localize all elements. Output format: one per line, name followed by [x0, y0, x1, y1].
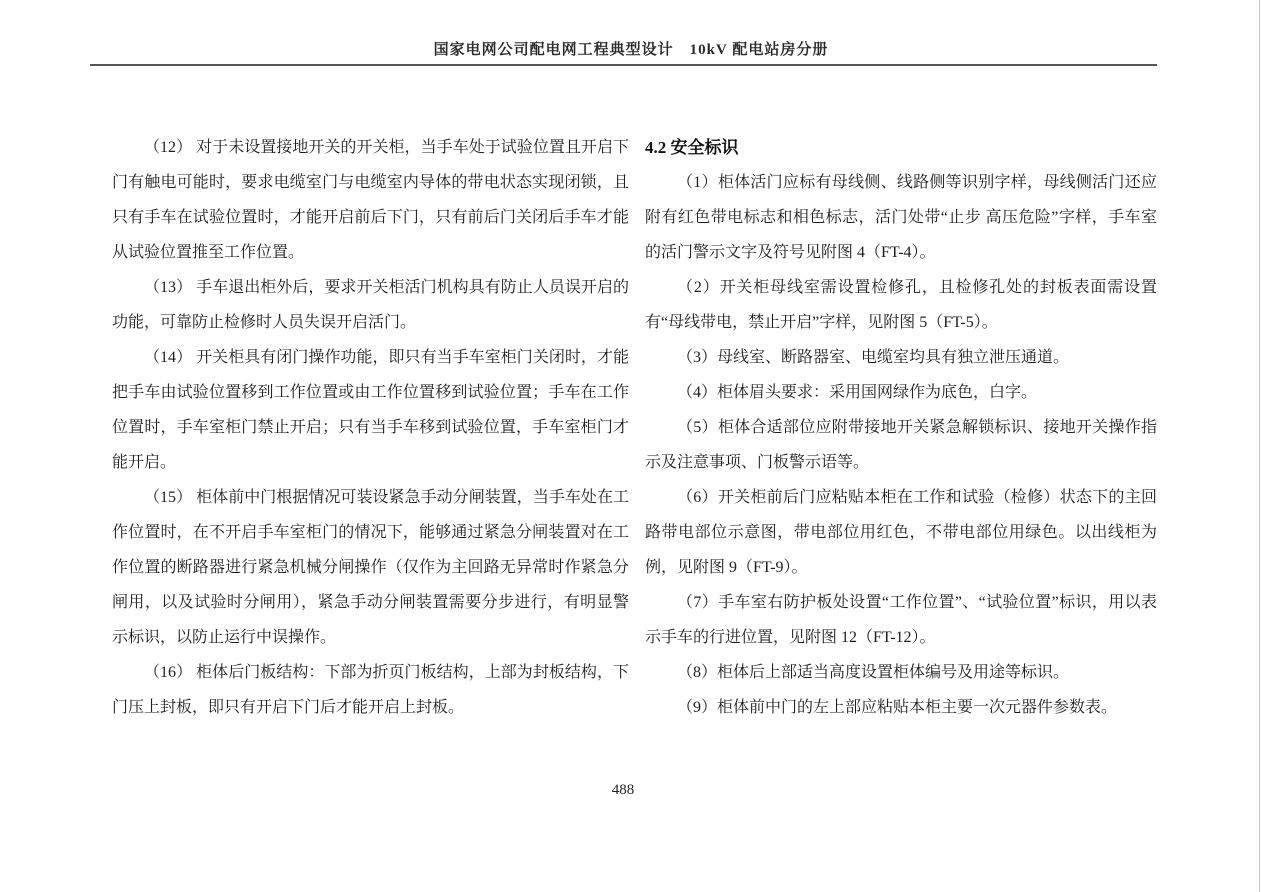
- page-header-title: 国家电网公司配电网工程典型设计 10kV 配电站房分册: [433, 42, 829, 58]
- paragraph-2: （2）开关柜母线室需设置检修孔，且检修孔处的封板表面需设置有“母线带电，禁止开启”字样，见附图 5（FT-5）。: [645, 279, 1157, 331]
- right-column: [645, 130, 1157, 725]
- paragraph-1: （1）柜体活门应标有母线侧、线路侧等识别字样，母线侧活门还应附有红色带电标志和相色标志，活门处带“止步 高压危险”字样，手车室的活门警示文字及符号见附图 4（FT-4）。: [645, 174, 1157, 261]
- left-column: [112, 130, 629, 725]
- paragraph-12: （12） 对于未设置接地开关的开关柜，当手车处于试验位置且开启下门有触电可能时，要求电缆室门与电缆室内导体的带电状态实现闭锁，且只有手车在试验位置时，才能开启前后下门，只有前后门关闭后手车才能从试验位置推至工作位置。: [112, 139, 629, 261]
- paragraph-15: （15） 柜体前中门根据情况可装设紧急手动分闸装置，当手车处在工作位置时，在不开启手车室柜门的情况下，能够通过紧急分闸装置对在工作位置的断路器进行紧急机械分闸操作（仅作为主回路无异常时作紧急分闸用，以及试验时分闸用），紧急手动分闸装置需要分步进行，有明显警示标识，以防止运行中误操作。: [112, 489, 629, 646]
- page-edge-line: [1259, 0, 1260, 892]
- paragraph-5: （5）柜体合适部位应附带接地开关紧急解锁标识、接地开关操作指示及注意事项、门板警示语等。: [645, 419, 1157, 471]
- paragraph-14: （14） 开关柜具有闭门操作功能，即只有当手车室柜门关闭时，才能把手车由试验位置移到工作位置或由工作位置移到试验位置；手车在工作位置时，手车室柜门禁止开启；只有当手车移到试验位置，手车室柜门才能开启。: [112, 349, 629, 471]
- paragraph-6: （6）开关柜前后门应粘贴本柜在工作和试验（检修）状态下的主回路带电部位示意图，带电部位用红色，不带电部位用绿色。以出线柜为例，见附图 9（FT-9）。: [645, 489, 1157, 576]
- paragraph-13: （13） 手车退出柜外后，要求开关柜活门机构具有防止人员误开启的功能，可靠防止检修时人员失误开启活门。: [112, 279, 629, 331]
- paragraph-3: （3）母线室、断路器室、电缆室均具有独立泄压通道。: [677, 349, 1070, 366]
- section-heading-4-2: 4.2 安全标识: [645, 138, 739, 157]
- paragraph-4: （4）柜体眉头要求：采用国网绿作为底色，白字。: [677, 384, 1038, 401]
- paragraph-16: （16） 柜体后门板结构：下部为折页门板结构，上部为封板结构，下门压上封板，即只有开启下门后才能开启上封板。: [112, 664, 629, 716]
- paragraph-7: （7）手车室右防护板处设置“工作位置”、“试验位置”标识，用以表示手车的行进位置，见附图 12（FT-12）。: [645, 594, 1157, 646]
- paragraph-9: （9）柜体前中门的左上部应粘贴本柜主要一次元器件参数表。: [677, 699, 1118, 716]
- header-divider: [90, 64, 1157, 66]
- paragraph-8: （8）柜体后上部适当高度设置柜体编号及用途等标识。: [677, 664, 1070, 681]
- page-number: 488: [611, 782, 635, 798]
